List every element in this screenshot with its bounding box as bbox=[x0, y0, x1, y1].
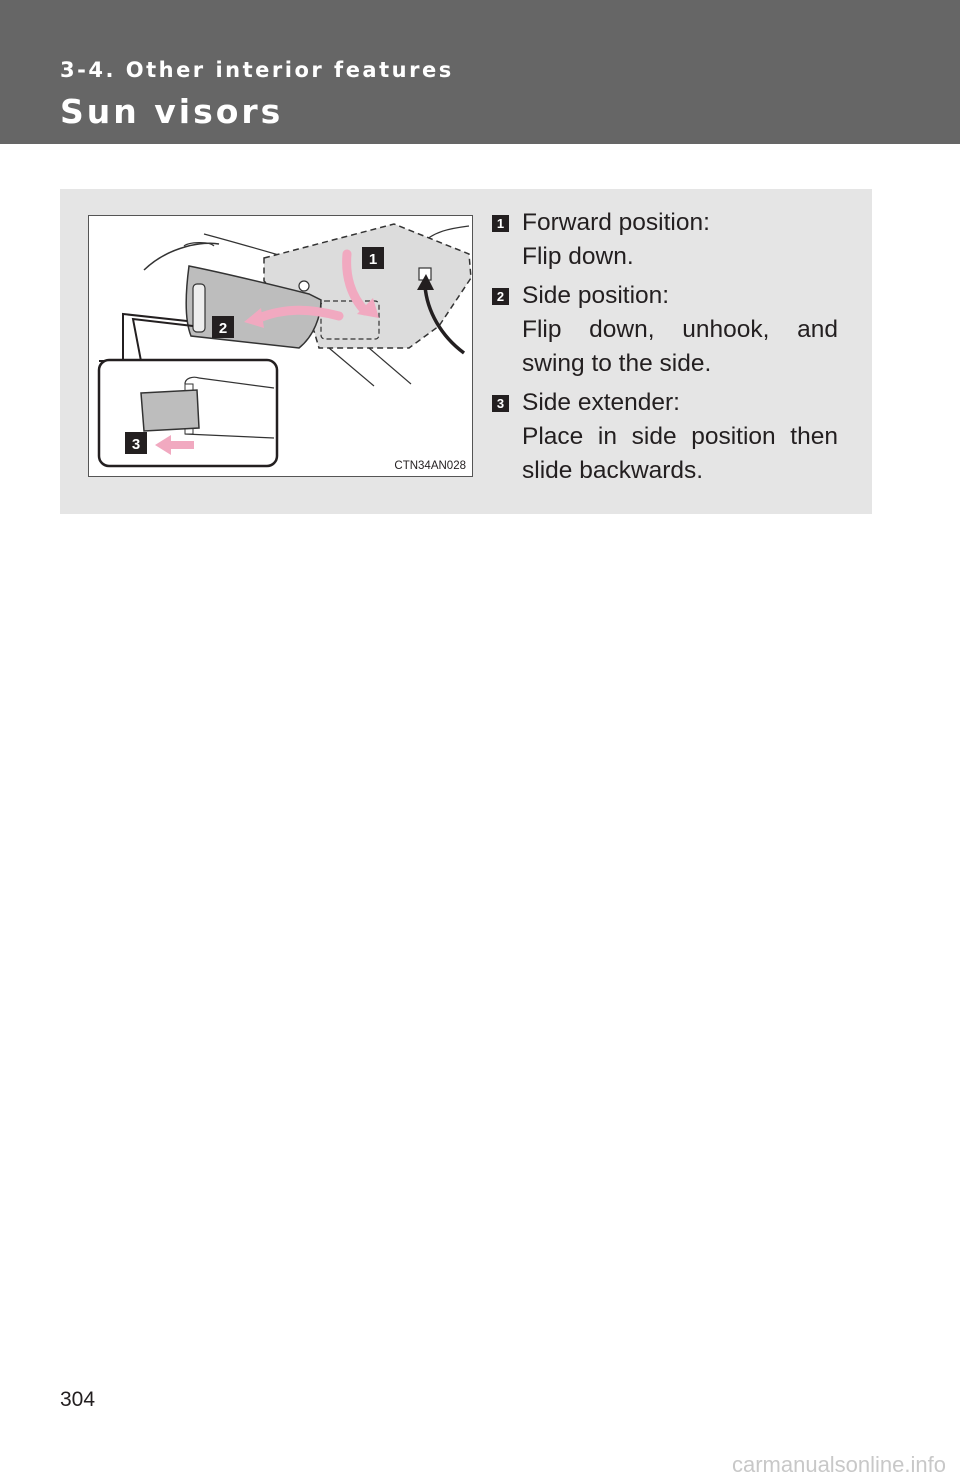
figure-code: CTN34AN028 bbox=[394, 460, 466, 472]
watermark: carmanualsonline.info bbox=[731, 1452, 946, 1477]
sun-visor-illustration bbox=[88, 215, 473, 477]
page-number: 304 bbox=[60, 1388, 96, 1411]
sun-visor-drawing bbox=[89, 216, 473, 477]
step-description: Flip down, unhook, and swing to the side. bbox=[522, 316, 838, 377]
step-side-position bbox=[492, 279, 838, 381]
step-number: 2 bbox=[492, 288, 509, 305]
step-number: 1 bbox=[492, 215, 509, 232]
page-title: Sun visors bbox=[60, 92, 284, 131]
step-number: 3 bbox=[492, 395, 509, 412]
step-title: Side position: bbox=[522, 282, 670, 309]
side-extender bbox=[141, 390, 199, 431]
page-header bbox=[0, 0, 960, 144]
step-description: Place in side position then slide backwards. bbox=[522, 423, 838, 484]
step-forward-position bbox=[492, 206, 838, 274]
callout-3: 3 bbox=[131, 436, 141, 453]
section-label: 3-4. Other interior features bbox=[60, 58, 454, 82]
step-title: Side extender: bbox=[522, 389, 680, 416]
step-side-extender bbox=[492, 386, 838, 488]
callout-2: 2 bbox=[218, 320, 228, 337]
step-title: Forward position: bbox=[522, 209, 710, 236]
callout-1: 1 bbox=[368, 251, 378, 268]
step-description: Flip down. bbox=[522, 243, 634, 270]
